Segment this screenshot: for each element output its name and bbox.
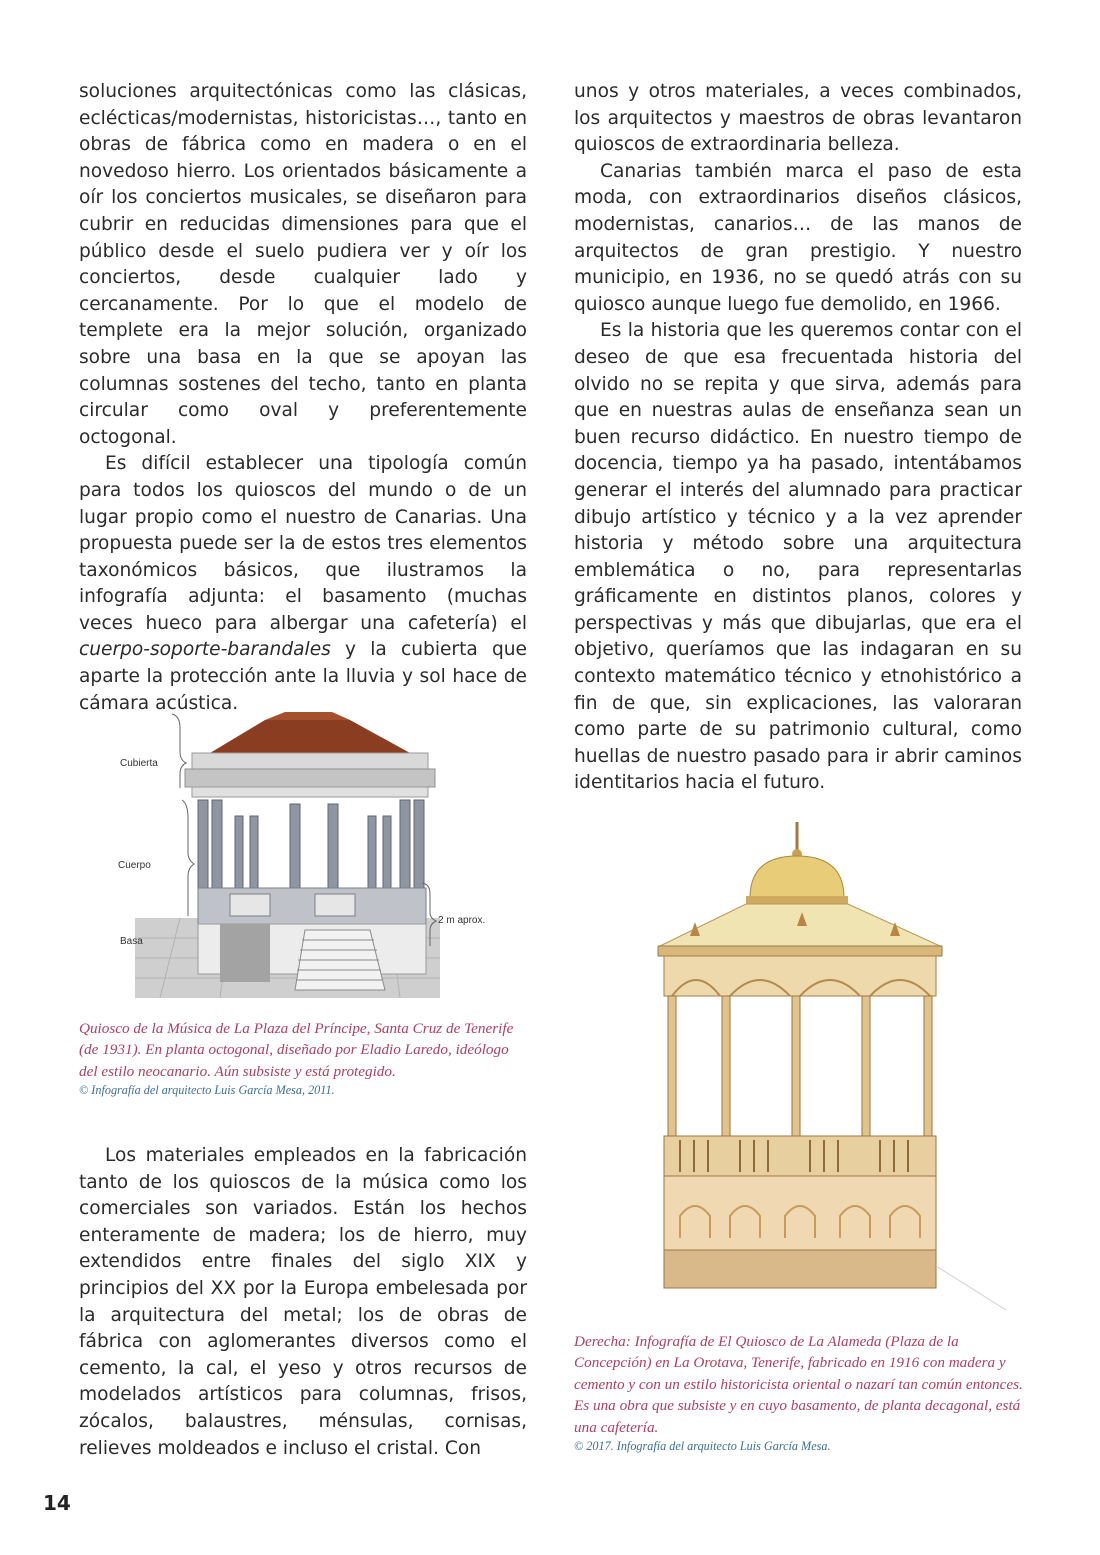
kiosk-diagram-figure: [100, 708, 500, 1008]
caption-left: [79, 1018, 529, 1098]
caption-credit: © Infografía del arquitecto Luis García Mesa, 2011.: [79, 1083, 335, 1098]
paragraph: Canarias también marca el paso de esta moda, con extraordinarios diseños clásicos, modernistas, canarios… de las manos de arquitectos de gran prestigio. Y nuestro municipio, en 1936, no se quedó atrás con su quiosco aunque luego fue demolido, en 1966.: [574, 160, 1022, 315]
paragraph-text: Es difícil establecer una tipología común para todos los quioscos del mundo o de un lugar propio como el nuestro de Canarias. Una propuesta puede ser la de estos tres elementos taxonómicos básicos, que ilustramos la infografía adjunta: el basamento (muchas veces hueco para albergar una cafetería) el: [79, 453, 527, 634]
caption-text: Quiosco de la Música de La Plaza del Príncipe, Santa Cruz de Tenerife (de 1931). En planta octogonal, diseñado por Eladio Laredo, ideólogo del estilo neocanario. Aún subsiste y está protegido.: [79, 1020, 514, 1080]
left-column-top: [79, 79, 527, 717]
left-column-bottom: [79, 1143, 527, 1462]
right-column: [574, 79, 1022, 797]
caption-credit: © 2017. Infografía del arquitecto Luis García Mesa.: [574, 1439, 831, 1454]
caption-text: Derecha: Infografía de El Quiosco de La Alameda (Plaza de la Concepción) en La Orotava, Tenerife, fabricado en 1916 con madera y cemento y con un estilo historicista oriental o nazarí tan común entonces. Es una obra que subsiste y en cuyo basamento, de planta decagonal, está una cafetería.: [574, 1333, 1023, 1436]
caption-right: [574, 1331, 1030, 1454]
kiosk-alameda-figure: [650, 818, 1010, 1318]
label-height: 2 m aprox.: [438, 915, 486, 926]
paragraph: Es la historia que les queremos contar con el deseo de que esa frecuentada historia del olvido no se repita y que sirva, además para que en nuestras aulas de enseñanza sean un buen recurso didáctico. En nuestro tiempo de docencia, tiempo ya ha pasado, intentábamos generar el interés del alumnado para practicar dibujo artístico y técnico y a la vez aprender historia y método sobre una arquitectura emblemática o no, para representarlas gráficamente en distintos planos, colores y perspectivas y más que dibujarlas, que era el objetivo, queríamos que las indagaran en su contexto matemático técnico y etnohistórico a fin de que, sin explicaciones, las valoraran como parte de su patrimonio cultural, como huellas de nuestro pasado para ir abrir caminos identitarios hacia el futuro.: [574, 320, 1022, 794]
label-basa: Basa: [120, 936, 143, 947]
paragraph: unos y otros materiales, a veces combinados, los arquitectos y maestros de obras levantaron quioscos de extraordinaria belleza.: [574, 81, 1022, 156]
label-cubierta: Cubierta: [120, 758, 158, 769]
paragraph: Los materiales empleados en la fabricación tanto de los quioscos de la música como los comerciales son variados. Están los hechos enteramente de madera; los de hierro, muy extendidos entre finales del siglo XIX y principios del XX por la Europa embelesada por la arquitectura del metal; los de obras de fábrica con aglomerantes diversos como el cemento, la cal, el yeso y otros recursos de modelados artísticos para columnas, frisos, zócalos, balaustres, ménsulas, cornisas, relieves moldeados e incluso el cristal. Con: [79, 1145, 527, 1459]
kiosk-alameda-illustration: [650, 818, 1010, 1318]
paragraph: [79, 451, 527, 717]
italic-term: cuerpo-soporte-barandales: [79, 639, 331, 661]
kiosk-diagram-illustration: [100, 708, 500, 1008]
page-number: 14: [43, 1491, 71, 1515]
paragraph-text: y la cubierta que aparte la protección ante la lluvia y sol hace de cámara acústica.: [79, 639, 527, 714]
label-cuerpo: Cuerpo: [118, 860, 151, 871]
paragraph: soluciones arquitectónicas como las clásicas, eclécticas/modernistas, historicistas…, tanto en obras de fábrica como en madera o en el novedoso hierro. Los orientados básicamente a oír los conciertos musicales, se diseñaron para cubrir en reducidas dimensiones para que el público desde el suelo pudiera ver y oír los conciertos, desde cualquier lado y cercanamente. Por lo que el modelo de templete era la mejor solución, organizado sobre una basa en la que se apoyan las columnas sostenes del techo, tanto en planta circular como oval y preferentemente octogonal.: [79, 81, 527, 448]
